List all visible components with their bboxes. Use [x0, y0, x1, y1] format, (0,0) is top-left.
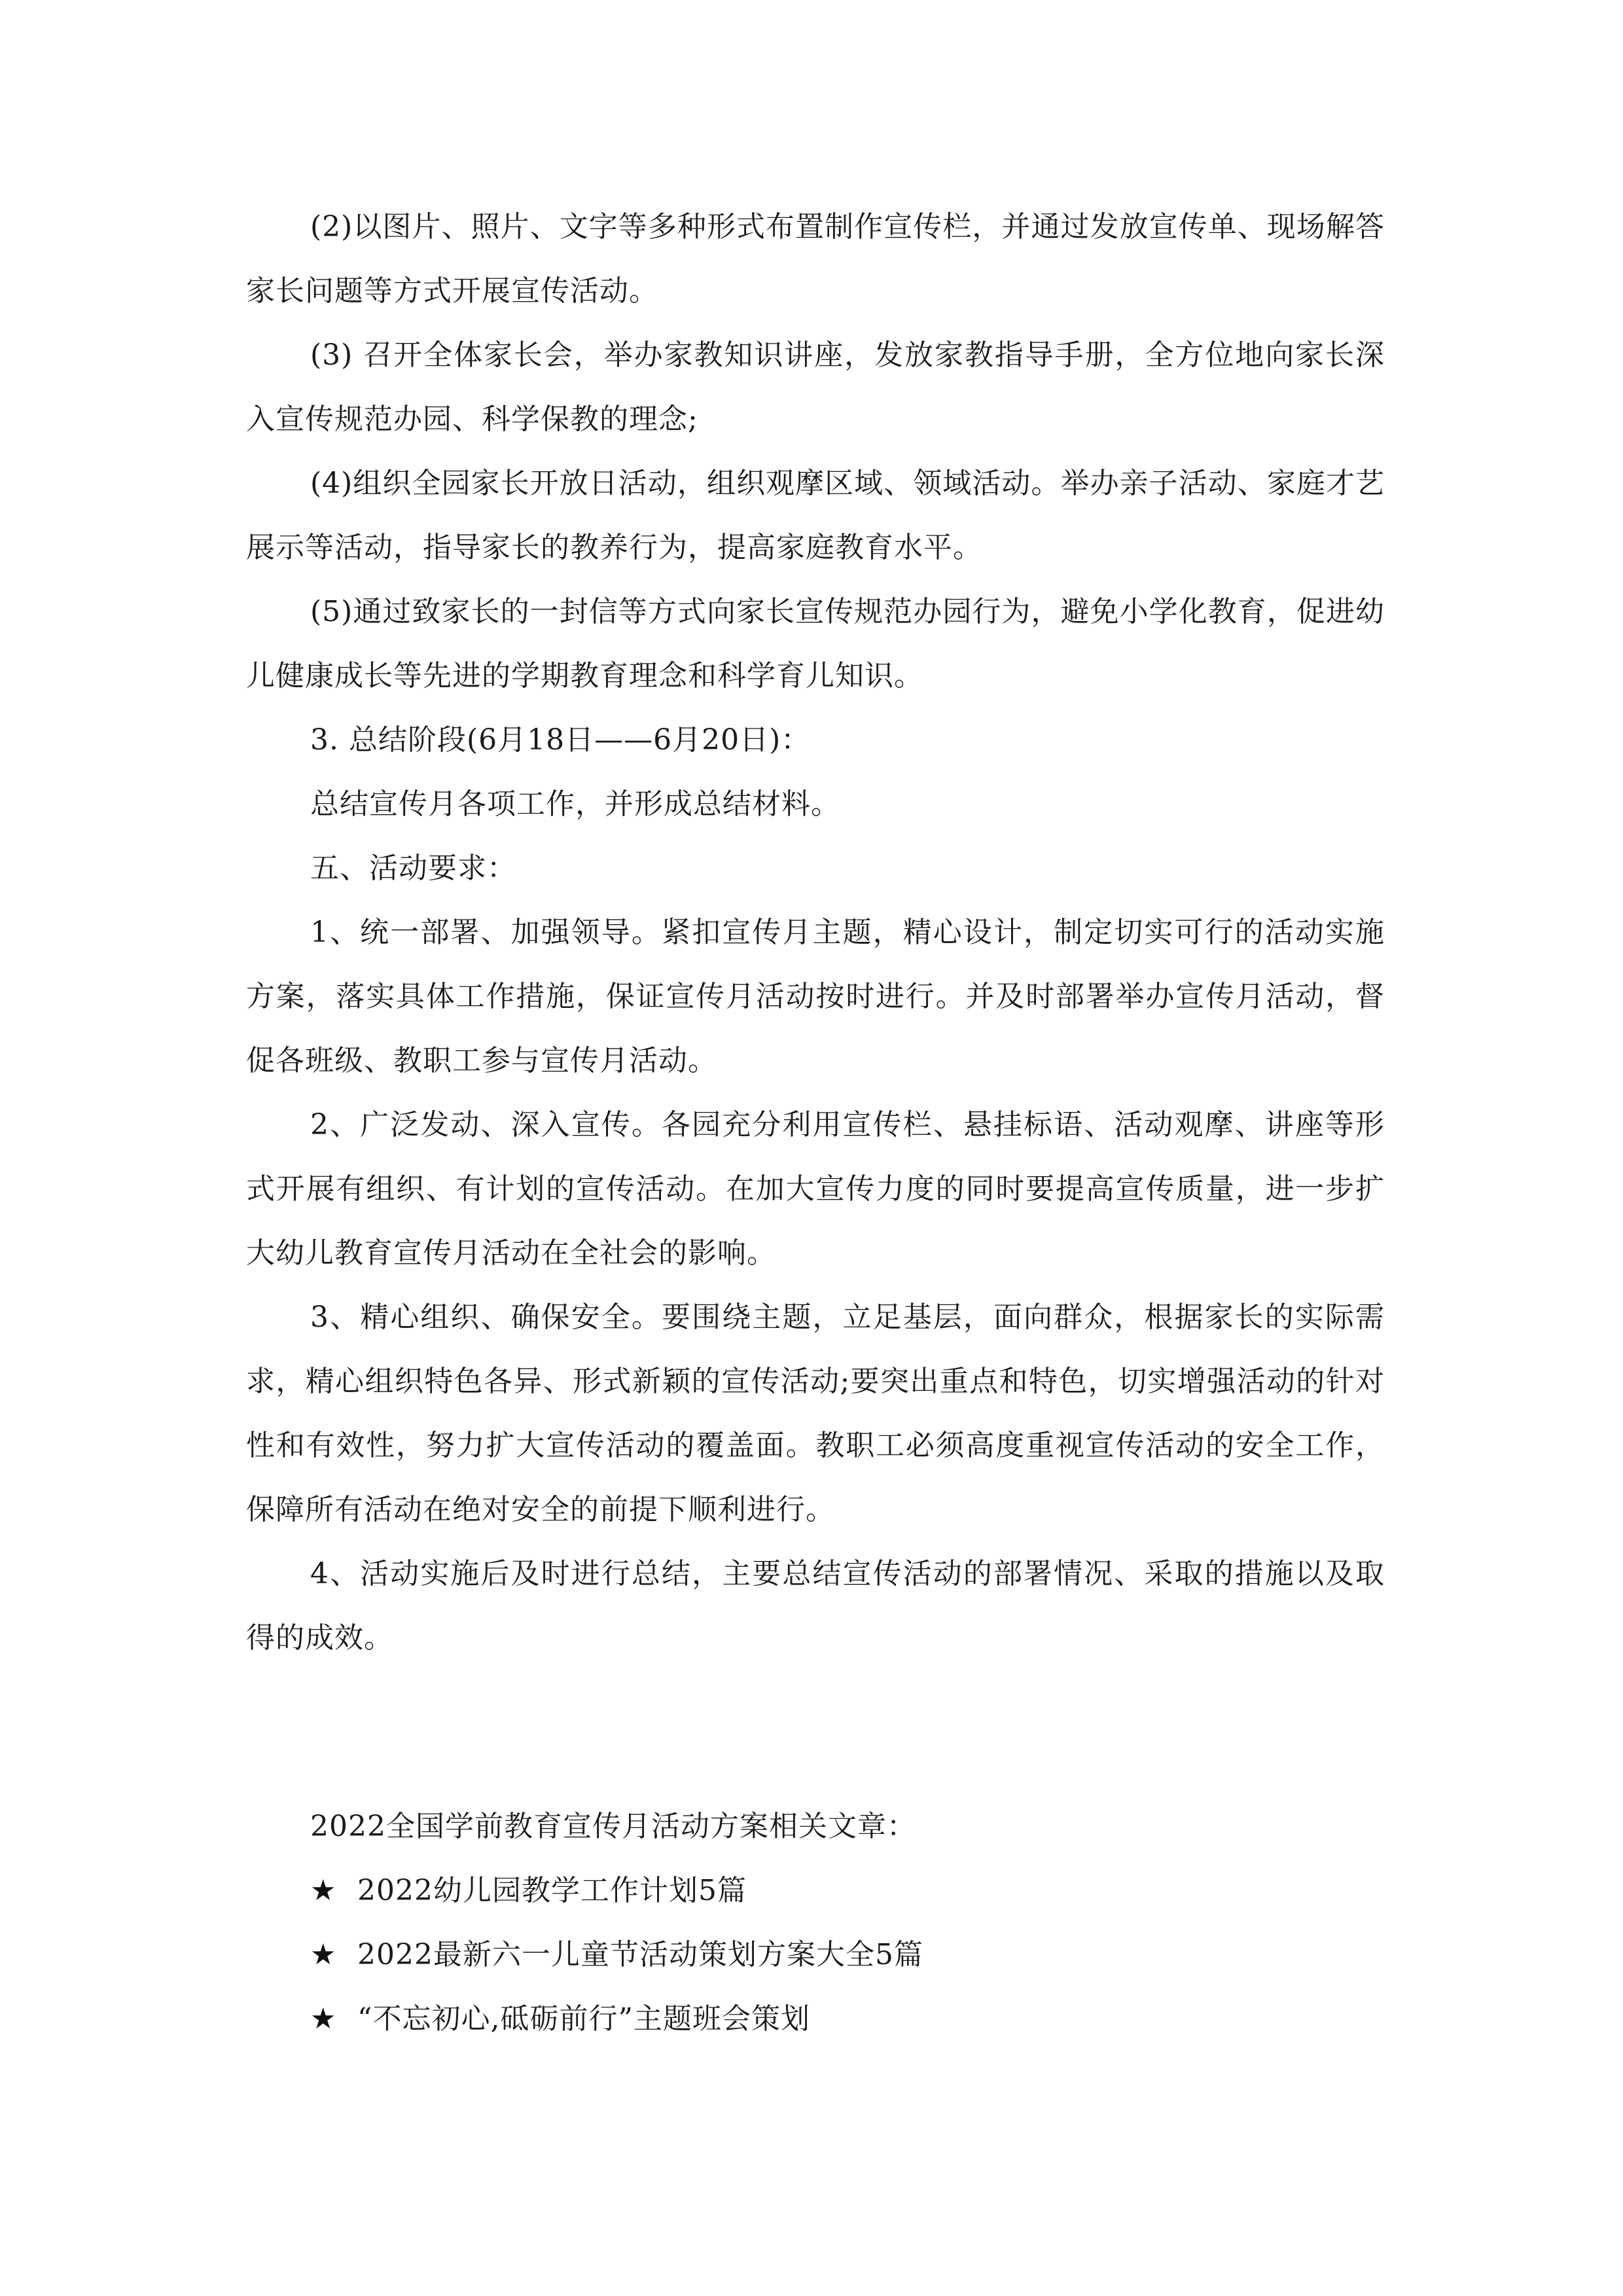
- related-article-link[interactable]: “不忘初心,砥砺前行”主题班会策划: [357, 2002, 810, 2036]
- paragraph-item-3: (3) 召开全体家长会，举办家教知识讲座，发放家教指导手册，全方位地向家长深入宣传规范办园、科学保教的理念;: [246, 338, 1385, 436]
- related-article-link[interactable]: 2022最新六一儿童节活动策划方案大全5篇: [357, 1938, 923, 1971]
- related-article-item: [246, 1859, 1385, 1923]
- document-body: [246, 195, 1385, 1670]
- related-articles: [246, 1795, 1385, 2051]
- paragraph-summary: 总结宣传月各项工作，并形成总结材料。: [310, 787, 840, 821]
- section-requirements-heading: 五、活动要求：: [310, 852, 516, 885]
- requirement-2: 2、广泛发动、深入宣传。各园充分利用宣传栏、悬挂标语、活动观摩、讲座等形式开展有组织、有计划的宣传活动。在加大宣传力度的同时要提高宣传质量，进一步扩大幼儿教育宣传月活动在全社会的影响。: [246, 1108, 1385, 1270]
- related-article-item: [246, 1923, 1385, 1987]
- paragraph-item-2: (2)以图片、照片、文字等多种形式布置制作宣传栏，并通过发放宣传单、现场解答家长问题等方式开展宣传活动。: [246, 210, 1385, 308]
- section-summary-stage-heading: 3. 总结阶段(6月18日——6月20日)：: [310, 723, 811, 757]
- related-article-item: [246, 1987, 1385, 2051]
- related-article-link[interactable]: 2022幼儿园教学工作计划5篇: [357, 1874, 747, 1907]
- star-icon: ★: [310, 2002, 337, 2036]
- related-articles-title: 2022全国学前教育宣传月活动方案相关文章：: [310, 1810, 916, 1843]
- star-icon: ★: [310, 1874, 337, 1907]
- star-icon: ★: [310, 1938, 337, 1971]
- requirement-1: 1、统一部署、加强领导。紧扣宣传月主题，精心设计，制定切实可行的活动实施方案，落实具体工作措施，保证宣传月活动按时进行。并及时部署举办宣传月活动，督促各班级、教职工参与宣传月活动。: [246, 916, 1385, 1077]
- requirement-4: 4、活动实施后及时进行总结，主要总结宣传活动的部署情况、采取的措施以及取得的成效。: [246, 1557, 1385, 1655]
- paragraph-item-4: (4)组织全园家长开放日活动，组织观摩区域、领域活动。举办亲子活动、家庭才艺展示等活动，指导家长的教养行为，提高家庭教育水平。: [246, 467, 1385, 564]
- paragraph-item-5: (5)通过致家长的一封信等方式向家长宣传规范办园行为，避免小学化教育，促进幼儿健康成长等先进的学期教育理念和科学育儿知识。: [246, 595, 1385, 692]
- related-articles-list: [246, 1859, 1385, 2051]
- requirement-3: 3、精心组织、确保安全。要围绕主题，立足基层，面向群众，根据家长的实际需求，精心组织特色各异、形式新颖的宣传活动;要突出重点和特色，切实增强活动的针对性和有效性，努力扩大宣传活动的覆盖面。教职工必须高度重视宣传活动的安全工作，保障所有活动在绝对安全的前提下顺利进行。: [246, 1300, 1385, 1526]
